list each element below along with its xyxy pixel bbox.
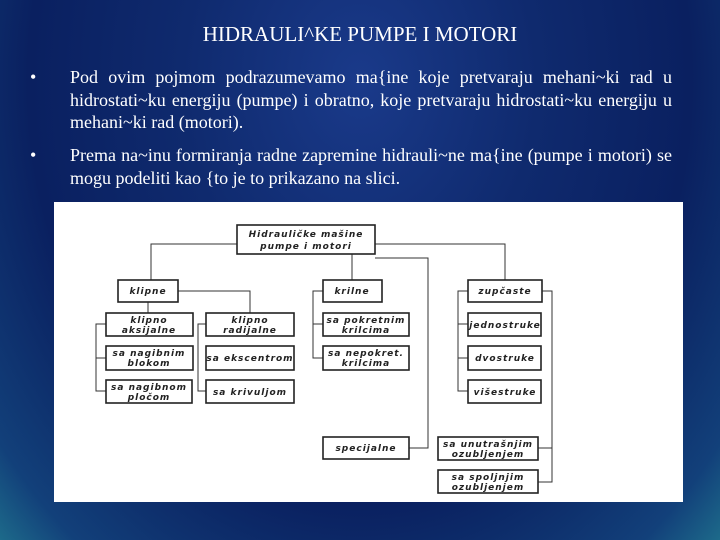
node-klipno-radijalne: klipno	[231, 316, 269, 326]
node-krivuljom: sa krivuljom	[212, 388, 288, 398]
node-nagibnom-plocom: sa nagibnom	[111, 383, 187, 393]
node-nagibnim-blokom-2: blokom	[127, 359, 171, 369]
node-nepokret: sa nepokret.	[328, 349, 404, 359]
bullet-icon: •	[30, 67, 37, 87]
node-nepokret-2: krilcima	[341, 359, 391, 369]
bullet-2	[30, 144, 672, 189]
diagram-svg	[54, 202, 683, 502]
bullet-1	[30, 66, 672, 134]
bullet-icon: •	[30, 145, 37, 165]
node-pokretnim: sa pokretnim	[326, 316, 406, 326]
node-nagibnom-plocom-2: pločom	[127, 393, 171, 403]
node-root-line2: pumpe i motori	[260, 242, 352, 252]
node-specijalne: specijalne	[335, 444, 397, 454]
node-visestruke: višestruke	[473, 388, 537, 398]
node-unutrasnjim-2: ozubljenjem	[451, 450, 525, 460]
node-jednostruke: jednostruke	[469, 321, 541, 331]
node-ekscentrom: sa ekscentrom	[206, 354, 294, 364]
slide-title: HIDRAULI^KE PUMPE I MOTORI	[202, 22, 518, 46]
node-klipne: klipne	[129, 287, 167, 297]
node-klipno-aksijalne: klipno	[130, 316, 168, 326]
node-nagibnim-blokom: sa nagibnim	[112, 349, 186, 359]
node-krilne: krilne	[334, 287, 370, 297]
node-dvostruke: dvostruke	[475, 354, 535, 364]
node-spoljnjim-2: ozubljenjem	[451, 483, 525, 493]
classification-diagram	[54, 202, 683, 502]
node-klipno-radijalne-2: radijalne	[223, 326, 277, 336]
node-unutrasnjim: sa unutrašnjim	[443, 440, 533, 450]
bullet-text: Pod ovim pojmom podrazumevamo ma{ine koje pretvaraju mehani~ki rad u hidrostati~ku energiju (pumpe) i obratno, koje pretvaraju hidrostati~ku energiju u mehani~ki rad (motori).	[70, 67, 672, 132]
node-klipno-aksijalne-2: aksijalne	[121, 326, 177, 336]
node-spoljnjim: sa spoljnjim	[451, 473, 525, 483]
bullet-text: Prema na~inu formiranja radne zapremine hidrauli~ne ma{ine (pumpe i motori) se mogu podeliti kao {to je to prikazano na slici.	[70, 145, 672, 188]
node-root-line1: Hidrauličke mašine	[248, 230, 364, 240]
node-pokretnim-2: krilcima	[341, 326, 391, 336]
node-zupcaste: zupčaste	[478, 287, 532, 297]
